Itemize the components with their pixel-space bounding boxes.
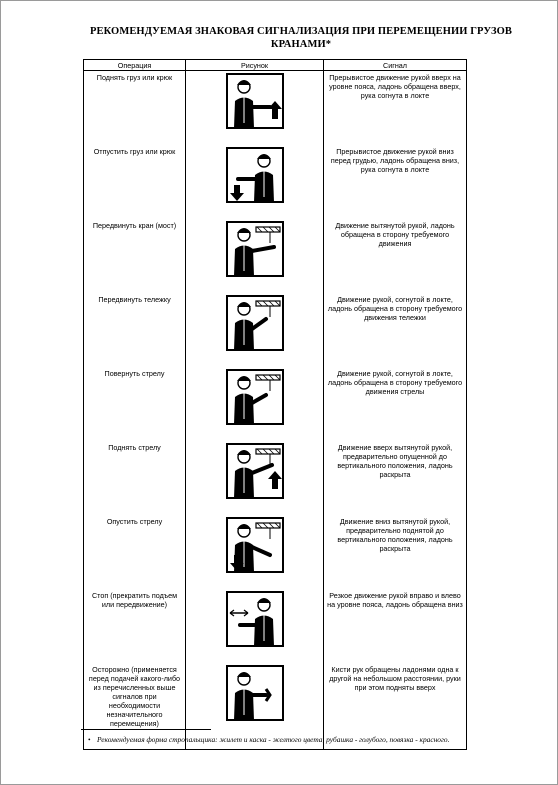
footnote-bullet: • xyxy=(88,735,91,744)
footnote-rule xyxy=(81,729,211,730)
table-row xyxy=(84,515,467,589)
operation-cell: Осторожно (применяется перед подачей какого-либо из перечисленных выше сигналов при необходимости незначительного перемещения) xyxy=(84,663,186,750)
footnote-text: Рекомендуемая форма стропальщика: жилет и каска - желтого цвета, рубашка - голубого, повязка - красного. xyxy=(97,735,450,744)
picture-cell xyxy=(186,145,324,219)
signal-cell: Прерывистое движение рукой вверх на уровне пояса, ладонь обращена вверх, рука согнута в локте xyxy=(324,71,467,146)
operation-cell: Поднять груз или крюк xyxy=(84,71,186,146)
page-title: РЕКОМЕНДУЕМАЯ ЗНАКОВАЯ СИГНАЛИЗАЦИЯ ПРИ ПЕРЕМЕЩЕНИИ ГРУЗОВ КРАНАМИ* xyxy=(89,26,512,50)
picture-cell xyxy=(186,293,324,367)
table-row xyxy=(84,219,467,293)
picture-cell xyxy=(186,219,324,293)
worker-move-crane-bridge-icon xyxy=(226,221,284,277)
operation-cell: Передвинуть кран (мост) xyxy=(84,219,186,293)
signal-cell: Движение рукой, согнутой в локте, ладонь обращена в сторону требуемого движения тележки xyxy=(324,293,467,367)
column-header-signal: Сигнал xyxy=(324,60,467,71)
picture-cell xyxy=(186,71,324,146)
worker-caution-signal-icon xyxy=(226,665,284,721)
worker-rotate-boom-icon xyxy=(226,369,284,425)
worker-move-trolley-icon xyxy=(226,295,284,351)
crane-signals-table xyxy=(83,59,467,750)
picture-cell xyxy=(186,367,324,441)
worker-stop-signal-icon xyxy=(226,591,284,647)
table-row xyxy=(84,441,467,515)
signal-cell: Резкое движение рукой вправо и влево на уровне пояса, ладонь обращена вниз xyxy=(324,589,467,663)
table-row xyxy=(84,589,467,663)
table-row xyxy=(84,293,467,367)
signal-cell: Прерывистое движение рукой вниз перед грудью, ладонь обращена вниз, рука согнута в локте xyxy=(324,145,467,219)
worker-palm-up-raise-load-icon xyxy=(226,73,284,129)
picture-cell xyxy=(186,515,324,589)
signal-cell: Кисти рук обращены ладонями одна к другой на небольшом расстоянии, руки при этом подняты вверх xyxy=(324,663,467,750)
column-header-operation: Операция xyxy=(84,60,186,71)
operation-cell: Отпустить груз или крюк xyxy=(84,145,186,219)
signal-cell: Движение вниз вытянутой рукой, предварительно поднятой до вертикального положения, ладонь раскрыта xyxy=(324,515,467,589)
worker-raise-boom-icon xyxy=(226,443,284,499)
operation-cell: Повернуть стрелу xyxy=(84,367,186,441)
picture-cell xyxy=(186,441,324,515)
worker-palm-down-lower-load-icon xyxy=(226,147,284,203)
picture-cell xyxy=(186,589,324,663)
signal-cell: Движение вверх вытянутой рукой, предварительно опущенной до вертикального положения, ладонь раскрыта xyxy=(324,441,467,515)
table-header-row xyxy=(84,60,467,71)
footnote xyxy=(88,735,517,745)
column-header-picture: Рисунок xyxy=(186,60,324,71)
worker-lower-boom-icon xyxy=(226,517,284,573)
table-row xyxy=(84,145,467,219)
operation-cell: Опустить стрелу xyxy=(84,515,186,589)
signal-cell: Движение рукой, согнутой в локте, ладонь обращена в сторону требуемого движения стрелы xyxy=(324,367,467,441)
operation-cell: Поднять стрелу xyxy=(84,441,186,515)
table-row xyxy=(84,71,467,146)
signal-cell: Движение вытянутой рукой, ладонь обращена в сторону требуемого движения xyxy=(324,219,467,293)
operation-cell: Передвинуть тележку xyxy=(84,293,186,367)
operation-cell: Стоп (прекратить подъем или передвижение) xyxy=(84,589,186,663)
table-row xyxy=(84,367,467,441)
